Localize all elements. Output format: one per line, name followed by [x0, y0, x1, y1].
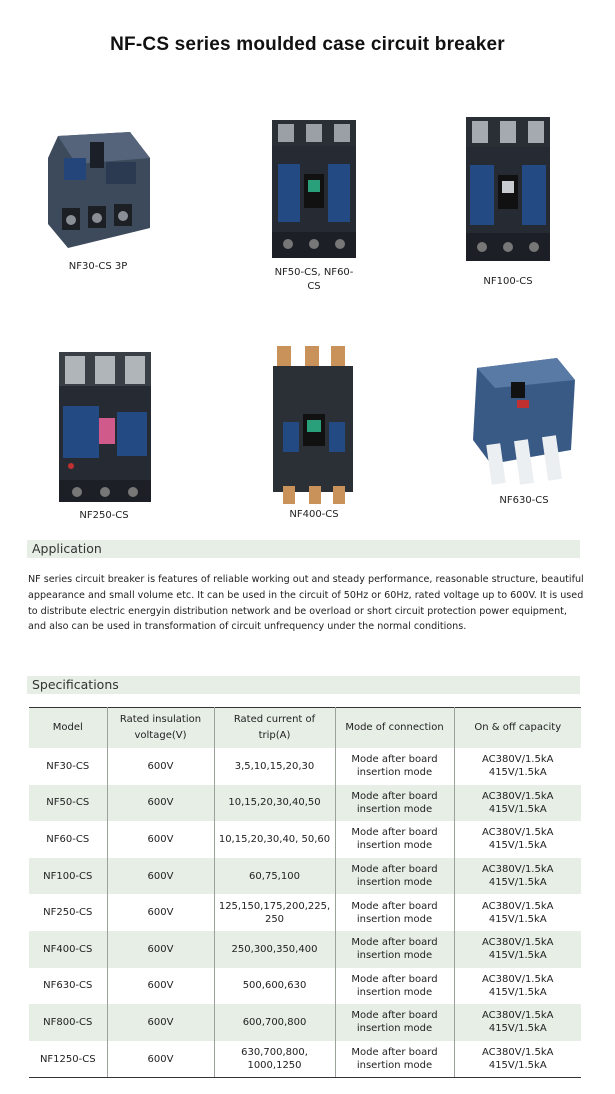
capacity-cell: AC380V/1.5kA 415V/1.5kA: [454, 1004, 581, 1041]
breaker-image: [266, 120, 362, 260]
product-nf250: [34, 352, 174, 523]
application-heading-bar: [27, 540, 580, 558]
mode-cell: Mode after board insertion mode: [335, 785, 454, 822]
mode-cell: Mode after board insertion mode: [335, 894, 454, 931]
page-title: NF-CS series moulded case circuit breaker: [110, 34, 505, 55]
voltage-cell: 600V: [107, 1041, 214, 1078]
product-nf30: [28, 128, 168, 274]
capacity-cell: AC380V/1.5kA 415V/1.5kA: [482, 900, 554, 925]
column-header: Mode of connection: [335, 708, 454, 749]
product-nf630: [454, 354, 594, 508]
application-text: NF series circuit breaker is features of reliable working out and steady performance, reasonable structure, beautiful appearance and small volume etc. It can be used in the circuit of 50Hz or 60Hz, rated voltage up to 600V. It is used to distribute electric energyin distribution network and be overload or short circuit protection power equipment, and also can be used in transformation of circuit unfrequency under the normal conditions.: [28, 574, 584, 633]
product-label: NF250-CS: [79, 510, 129, 521]
product-label: NF30-CS 3P: [68, 261, 128, 272]
current-cell: 630,700,800, 1000,1250: [214, 1041, 335, 1078]
column-header: Rated current of trip(A): [214, 708, 335, 749]
current-cell: 60,75,100: [214, 858, 335, 895]
mode-cell: Mode after board insertion mode: [335, 1004, 454, 1041]
product-nf400: [244, 346, 384, 522]
mode-cell: Mode after board insertion mode: [335, 1041, 454, 1078]
capacity-cell: AC380V/1.5kA 415V/1.5kA: [454, 931, 581, 968]
product-label: NF50-CS, NF60- CS: [274, 267, 354, 292]
model-cell: NF50-CS: [29, 785, 107, 822]
model-cell: NF30-CS: [29, 748, 107, 785]
product-nf50-nf60: [244, 120, 384, 294]
mode-cell: Mode after board insertion mode: [335, 968, 454, 1005]
capacity-cell: AC380V/1.5kA 415V/1.5kA: [454, 858, 581, 895]
model-cell: NF630-CS: [29, 968, 107, 1005]
application-heading: Application: [32, 541, 102, 556]
voltage-cell: 600V: [107, 858, 214, 895]
mode-cell: Mode after board insertion mode: [335, 748, 454, 785]
mode-cell: Mode after board insertion mode: [335, 931, 454, 968]
mode-cell: Mode after board insertion mode: [335, 858, 454, 895]
table-row: [29, 931, 581, 968]
specifications-table: [29, 707, 581, 1078]
current-cell: 3,5,10,15,20,30: [214, 748, 335, 785]
table-row: [29, 821, 581, 858]
model-cell: NF800-CS: [29, 1004, 107, 1041]
model-cell: NF250-CS: [29, 894, 107, 931]
voltage-cell: 600V: [107, 821, 214, 858]
current-cell: 10,15,20,30,40,50: [214, 785, 335, 822]
column-header: Rated insulation voltage(V): [107, 708, 214, 749]
column-header: On & off capacity: [454, 708, 581, 749]
voltage-cell: 600V: [107, 748, 214, 785]
table-row: [29, 894, 581, 931]
voltage-cell: 600V: [107, 968, 214, 1005]
specifications-heading: Specifications: [32, 677, 119, 692]
table-row: [29, 858, 581, 895]
current-cell: 250,300,350,400: [214, 931, 335, 968]
specifications-heading-bar: [27, 676, 580, 694]
product-nf100: [438, 117, 578, 289]
capacity-cell: AC380V/1.5kA 415V/1.5kA: [454, 785, 581, 822]
breaker-image: [269, 346, 359, 506]
column-header: Model: [29, 708, 107, 749]
capacity-cell: AC380V/1.5kA 415V/1.5kA: [482, 754, 554, 779]
breaker-image: [460, 117, 556, 263]
current-cell: 500,600,630: [214, 968, 335, 1005]
mode-cell: Mode after board insertion mode: [335, 821, 454, 858]
product-label: NF100-CS: [483, 276, 533, 287]
voltage-cell: 600V: [107, 1004, 214, 1041]
breaker-image: [471, 354, 577, 492]
model-cell: NF400-CS: [29, 931, 107, 968]
breaker-image: [38, 128, 158, 254]
product-label: NF400-CS: [289, 509, 339, 520]
model-cell: NF60-CS: [29, 821, 107, 858]
voltage-cell: 600V: [107, 894, 214, 931]
capacity-cell: AC380V/1.5kA 415V/1.5kA: [482, 827, 554, 852]
table-header-row: [29, 708, 581, 749]
current-cell: 10,15,20,30,40, 50,60: [214, 821, 335, 858]
voltage-cell: 600V: [107, 931, 214, 968]
table-row: [29, 1041, 581, 1078]
table-row: [29, 968, 581, 1005]
voltage-cell: 600V: [107, 785, 214, 822]
table-row: [29, 748, 581, 785]
capacity-cell: AC380V/1.5kA 415V/1.5kA: [482, 973, 554, 998]
product-label: NF630-CS: [499, 495, 549, 506]
breaker-image: [49, 352, 159, 504]
capacity-cell: AC380V/1.5kA 415V/1.5kA: [454, 1041, 581, 1078]
model-cell: NF100-CS: [29, 858, 107, 895]
current-cell: 600,700,800: [214, 1004, 335, 1041]
model-cell: NF1250-CS: [29, 1041, 107, 1078]
table-row: [29, 1004, 581, 1041]
current-cell: 125,150,175,200,225, 250: [214, 894, 335, 931]
table-row: [29, 785, 581, 822]
